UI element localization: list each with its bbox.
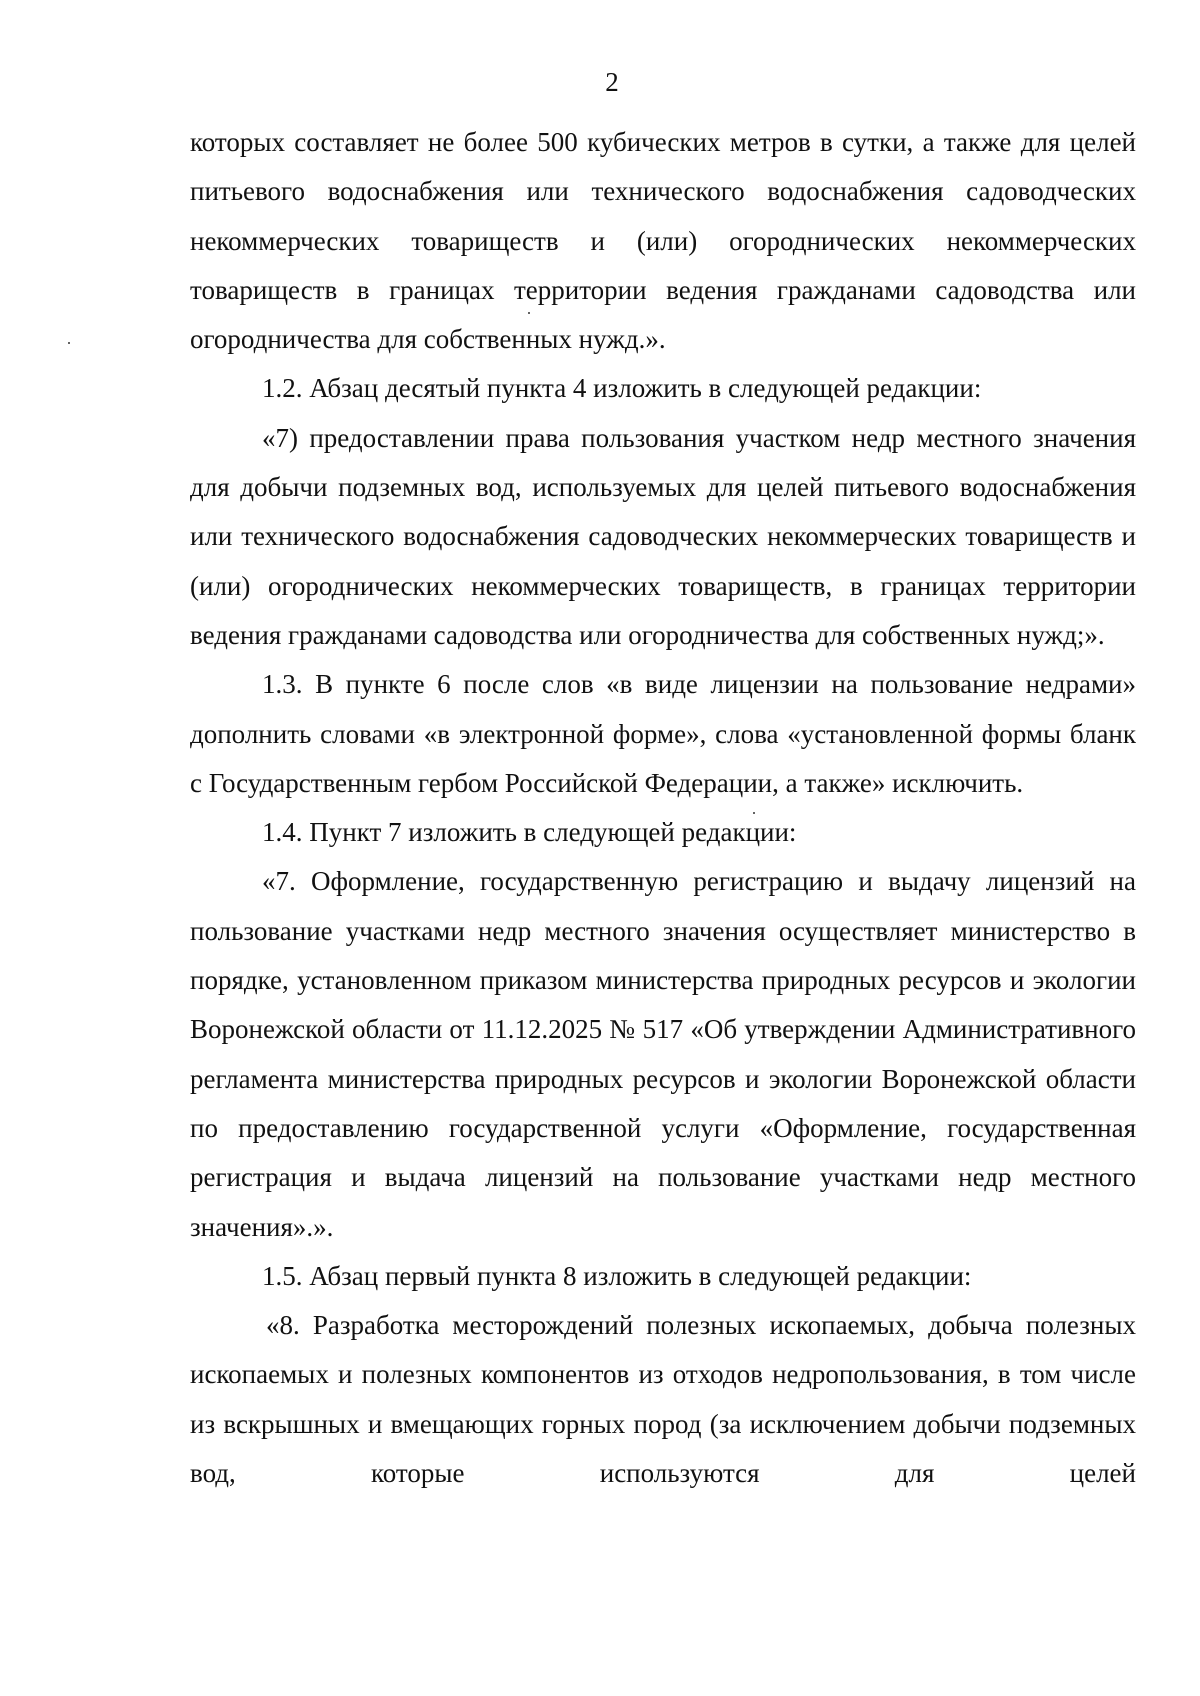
document-body	[190, 118, 1136, 1498]
scan-speck	[68, 342, 70, 344]
paragraph-continuation: которых составляет не более 500 кубических метров в сутки, а также для целей питьевого водоснабжения или технического водоснабжения садоводческих некоммерческих товариществ и (или) огороднических некоммерческих товариществ в границах территории ведения гражданами садоводства или огородничества для собственных нужд.».	[190, 127, 1136, 355]
paragraph-item-1-3: 1.3. В пункте 6 после слов «в виде лицензии на пользование недрами» дополнить словами «в электронной форме», слова «установленной формы бланк с Государственным гербом Российской Федерации, а также» исключить.	[190, 669, 1136, 798]
paragraph-quote-7: «7) предоставлении права пользования участком недр местного значения для добычи подземных вод, используемых для целей питьевого водоснабжения или технического водоснабжения садоводческих некоммерческих товариществ и (или) огороднических некоммерческих товариществ, в границах территории ведения гражданами садоводства или огородничества для собственных нужд;».	[190, 422, 1136, 650]
paragraph-item-1-5: 1.5. Абзац первый пункта 8 изложить в следующей редакции:	[262, 1260, 972, 1291]
paragraph-item-1-2: 1.2. Абзац десятый пункта 4 изложить в следующей редакции:	[262, 373, 982, 404]
paragraph-quote-point-8: «8. Разработка месторождений полезных ископаемых, добыча полезных ископаемых и полезных компонентов из отходов недропользования, в том числе из вскрышных и вмещающих горных пород (за исключением добычи подземных вод, которые используются для целей	[190, 1310, 1136, 1489]
paragraph-item-1-4: 1.4. Пункт 7 изложить в следующей редакции:	[262, 817, 797, 848]
page-number: 2	[605, 67, 619, 97]
paragraph-quote-point-7: «7. Оформление, государственную регистрацию и выдачу лицензий на пользование участками недр местного значения осуществляет министерство в порядке, установленном приказом министерства природных ресурсов и экологии Воронежской области от 11.12.2025 № 517 «Об утверждении Административного регламента министерства природных ресурсов и экологии Воронежской области по предоставлению государственной услуги «Оформление, государственная регистрация и выдача лицензий на пользование участками недр местного значения».».	[190, 866, 1136, 1242]
